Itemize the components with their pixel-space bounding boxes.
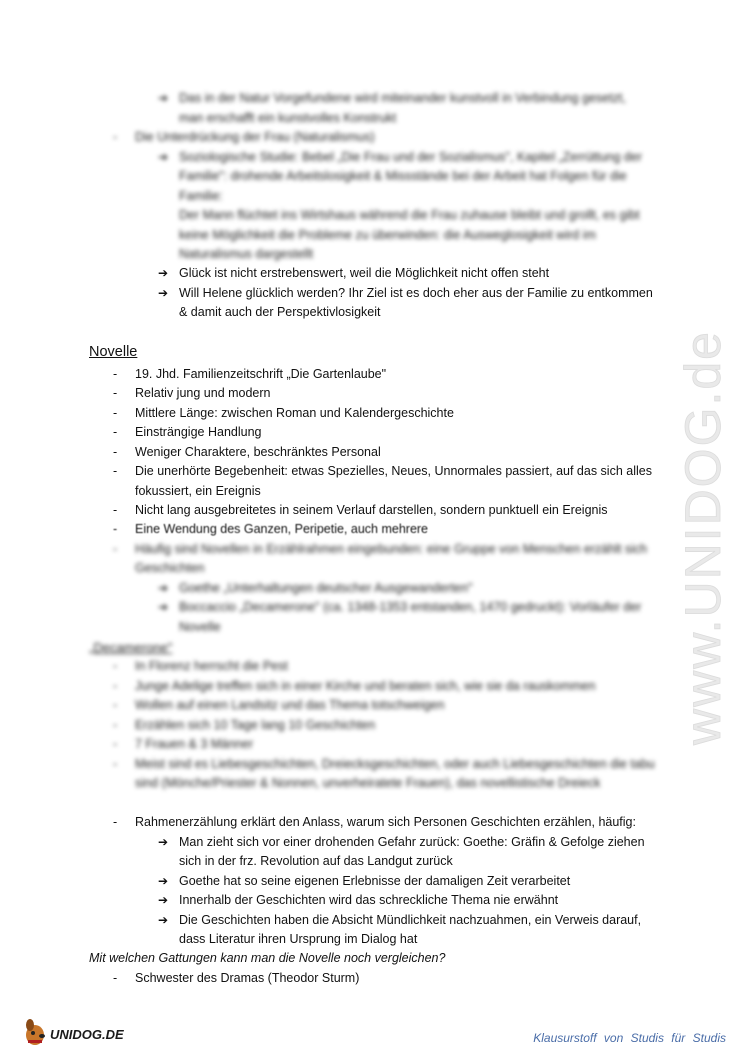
- list-item: Einsträngige Handlung: [135, 425, 262, 439]
- dash-bullet: -: [113, 425, 118, 439]
- footer-tagline: Klausurstoff von Studis für Studis: [533, 1031, 726, 1045]
- list-item: Weniger Charaktere, beschränktes Personal: [135, 445, 381, 459]
- arrow-item: Innerhalb der Geschichten wird das schreckliche Thema nie erwähnt: [179, 893, 559, 907]
- list-item: Mittlere Länge: zwischen Roman und Kalendergeschichte: [135, 406, 454, 420]
- dash-bullet: -: [113, 503, 118, 517]
- arrow-icon: ➔: [158, 600, 169, 614]
- dash-bullet: -: [113, 386, 118, 400]
- arrow-icon: ➔: [158, 150, 169, 164]
- blurred-text: Novelle: [179, 620, 221, 634]
- dash-bullet: -: [113, 698, 118, 712]
- arrow-item: Die Geschichten haben die Absicht Mündlichkeit nachzuahmen, ein Verweis darauf,: [179, 913, 642, 927]
- blurred-text: In Florenz herrscht die Pest: [135, 659, 288, 673]
- arrow-icon: ➔: [158, 286, 169, 300]
- blurred-text: keine Möglichkeit die Probleme zu überwinden: die Ausweglosigkeit wird im: [179, 228, 596, 242]
- arrow-item: Goethe hat so seine eigenen Erlebnisse der damaligen Zeit verarbeitet: [179, 874, 571, 888]
- logo-text: UNIDOG.DE: [50, 1027, 124, 1042]
- arrow-item: Glück ist nicht erstrebenswert, weil die Möglichkeit nicht offen steht: [179, 266, 550, 280]
- dash-bullet: -: [113, 718, 118, 732]
- arrow-item: Man zieht sich vor einer drohenden Gefahr zurück: Goethe: Gräfin & Gefolge ziehen: [179, 835, 645, 849]
- blurred-text: sind (Mönche/Priester & Nonnen, unverheiratete Frauen), das novellistische Dreieck: [135, 776, 601, 790]
- watermark: [620, 260, 740, 760]
- blurred-text: Geschichten: [135, 561, 205, 575]
- blurred-text: 7 Frauen & 3 Männer: [135, 737, 254, 751]
- arrow-icon: ➔: [158, 913, 169, 927]
- unidog-logo: [22, 1015, 152, 1049]
- list-item: 19. Jhd. Familienzeitschrift „Die Gartenlaube": [135, 367, 387, 381]
- dash-bullet: -: [113, 130, 118, 144]
- blurred-text: Boccaccio „Decamerone" (ca. 1348-1353 entstanden, 1470 gedruckt): Vorläufer der: [179, 600, 642, 614]
- arrow-icon: ➔: [158, 874, 169, 888]
- arrow-item-continuation: & damit auch der Perspektivlosigkeit: [179, 305, 381, 319]
- dash-bullet: -: [113, 367, 118, 381]
- watermark-text: www.UNIDOG.de: [675, 330, 731, 745]
- dash-bullet: -: [113, 522, 118, 536]
- arrow-item-continuation: sich in der frz. Revolution auf das Landgut zurück: [179, 854, 453, 868]
- blurred-text: Goethe „Unterhaltungen deutscher Ausgewanderten": [179, 581, 473, 595]
- dash-bullet: -: [113, 464, 118, 478]
- arrow-icon: ➔: [158, 835, 169, 849]
- blurred-text: Naturalismus dargestellt: [179, 247, 314, 261]
- blurred-text: Junge Adelige treffen sich in einer Kirche und beraten sich, wie sie da rauskommen: [135, 679, 596, 693]
- blurred-text: Wollen auf einen Landsitz und das Thema totschweigen: [135, 698, 445, 712]
- dash-bullet: -: [113, 542, 118, 556]
- list-item: Nicht lang ausgebreitetes in seinem Verlauf darstellen, sondern punktuell ein Ereignis: [135, 503, 608, 517]
- blurred-text: Familie": drohende Arbeitslosigkeit & Missstände bei der Arbeit hat Folgen für die: [179, 169, 627, 183]
- arrow-icon: ➔: [158, 893, 169, 907]
- arrow-icon: ➔: [158, 581, 169, 595]
- list-item: Rahmenerzählung erklärt den Anlass, warum sich Personen Geschichten erzählen, häufig:: [135, 815, 636, 829]
- dash-bullet: -: [113, 679, 118, 693]
- arrow-item: Will Helene glücklich werden? Ihr Ziel ist es doch eher aus der Familie zu entkommen: [179, 286, 653, 300]
- blurred-text: Häufig sind Novellen in Erzählrahmen eingebunden: eine Gruppe von Menschen erzählt sich: [135, 542, 648, 556]
- blurred-text: Erzählen sich 10 Tage lang 10 Geschichten: [135, 718, 376, 732]
- list-item-continuation: fokussiert, ein Ereignis: [135, 484, 261, 498]
- blurred-text: man erschafft ein kunstvolles Konstrukt: [179, 111, 397, 125]
- dash-bullet: -: [113, 406, 118, 420]
- dash-bullet: -: [113, 815, 118, 829]
- blurred-text: Familie:: [179, 189, 223, 203]
- list-item: Relativ jung und modern: [135, 386, 271, 400]
- dash-bullet: -: [113, 757, 118, 771]
- blurred-text: Die Unterdrückung der Frau (Naturalismus): [135, 130, 375, 144]
- dash-bullet: -: [113, 971, 118, 985]
- arrow-item-continuation: dass Literatur ihren Ursprung im Dialog hat: [179, 932, 418, 946]
- blurred-text: Der Mann flüchtet ins Wirtshaus während die Frau zuhause bleibt und grollt, es gibt: [179, 208, 640, 222]
- blurred-text: Meist sind es Liebesgeschichten, Dreiecksgeschichten, oder auch Liebesgeschichten die tabu: [135, 757, 655, 771]
- question-text: Mit welchen Gattungen kann man die Novelle noch vergleichen?: [89, 951, 446, 965]
- section-heading-decamerone: „Decamerone": [89, 640, 173, 655]
- arrow-icon: ➔: [158, 91, 169, 105]
- dash-bullet: -: [113, 445, 118, 459]
- list-item: Die unerhörte Begebenheit: etwas Spezielles, Neues, Unnormales passiert, auf das sich alles: [135, 464, 652, 478]
- blurred-text: Soziologische Studie: Bebel „Die Frau und der Sozialismus", Kapitel „Zerrüttung der: [179, 150, 643, 164]
- dash-bullet: -: [113, 659, 118, 673]
- blurred-text: Das in der Natur Vorgefundene wird miteinander kunstvoll in Verbindung gesetzt,: [179, 91, 626, 105]
- list-item: Schwester des Dramas (Theodor Sturm): [135, 971, 360, 985]
- list-item: Eine Wendung des Ganzen, Peripetie, auch mehrere: [135, 522, 429, 536]
- dog-icon: [26, 1019, 45, 1045]
- arrow-icon: ➔: [158, 266, 169, 280]
- dash-bullet: -: [113, 737, 118, 751]
- section-heading-novelle: Novelle: [89, 344, 138, 360]
